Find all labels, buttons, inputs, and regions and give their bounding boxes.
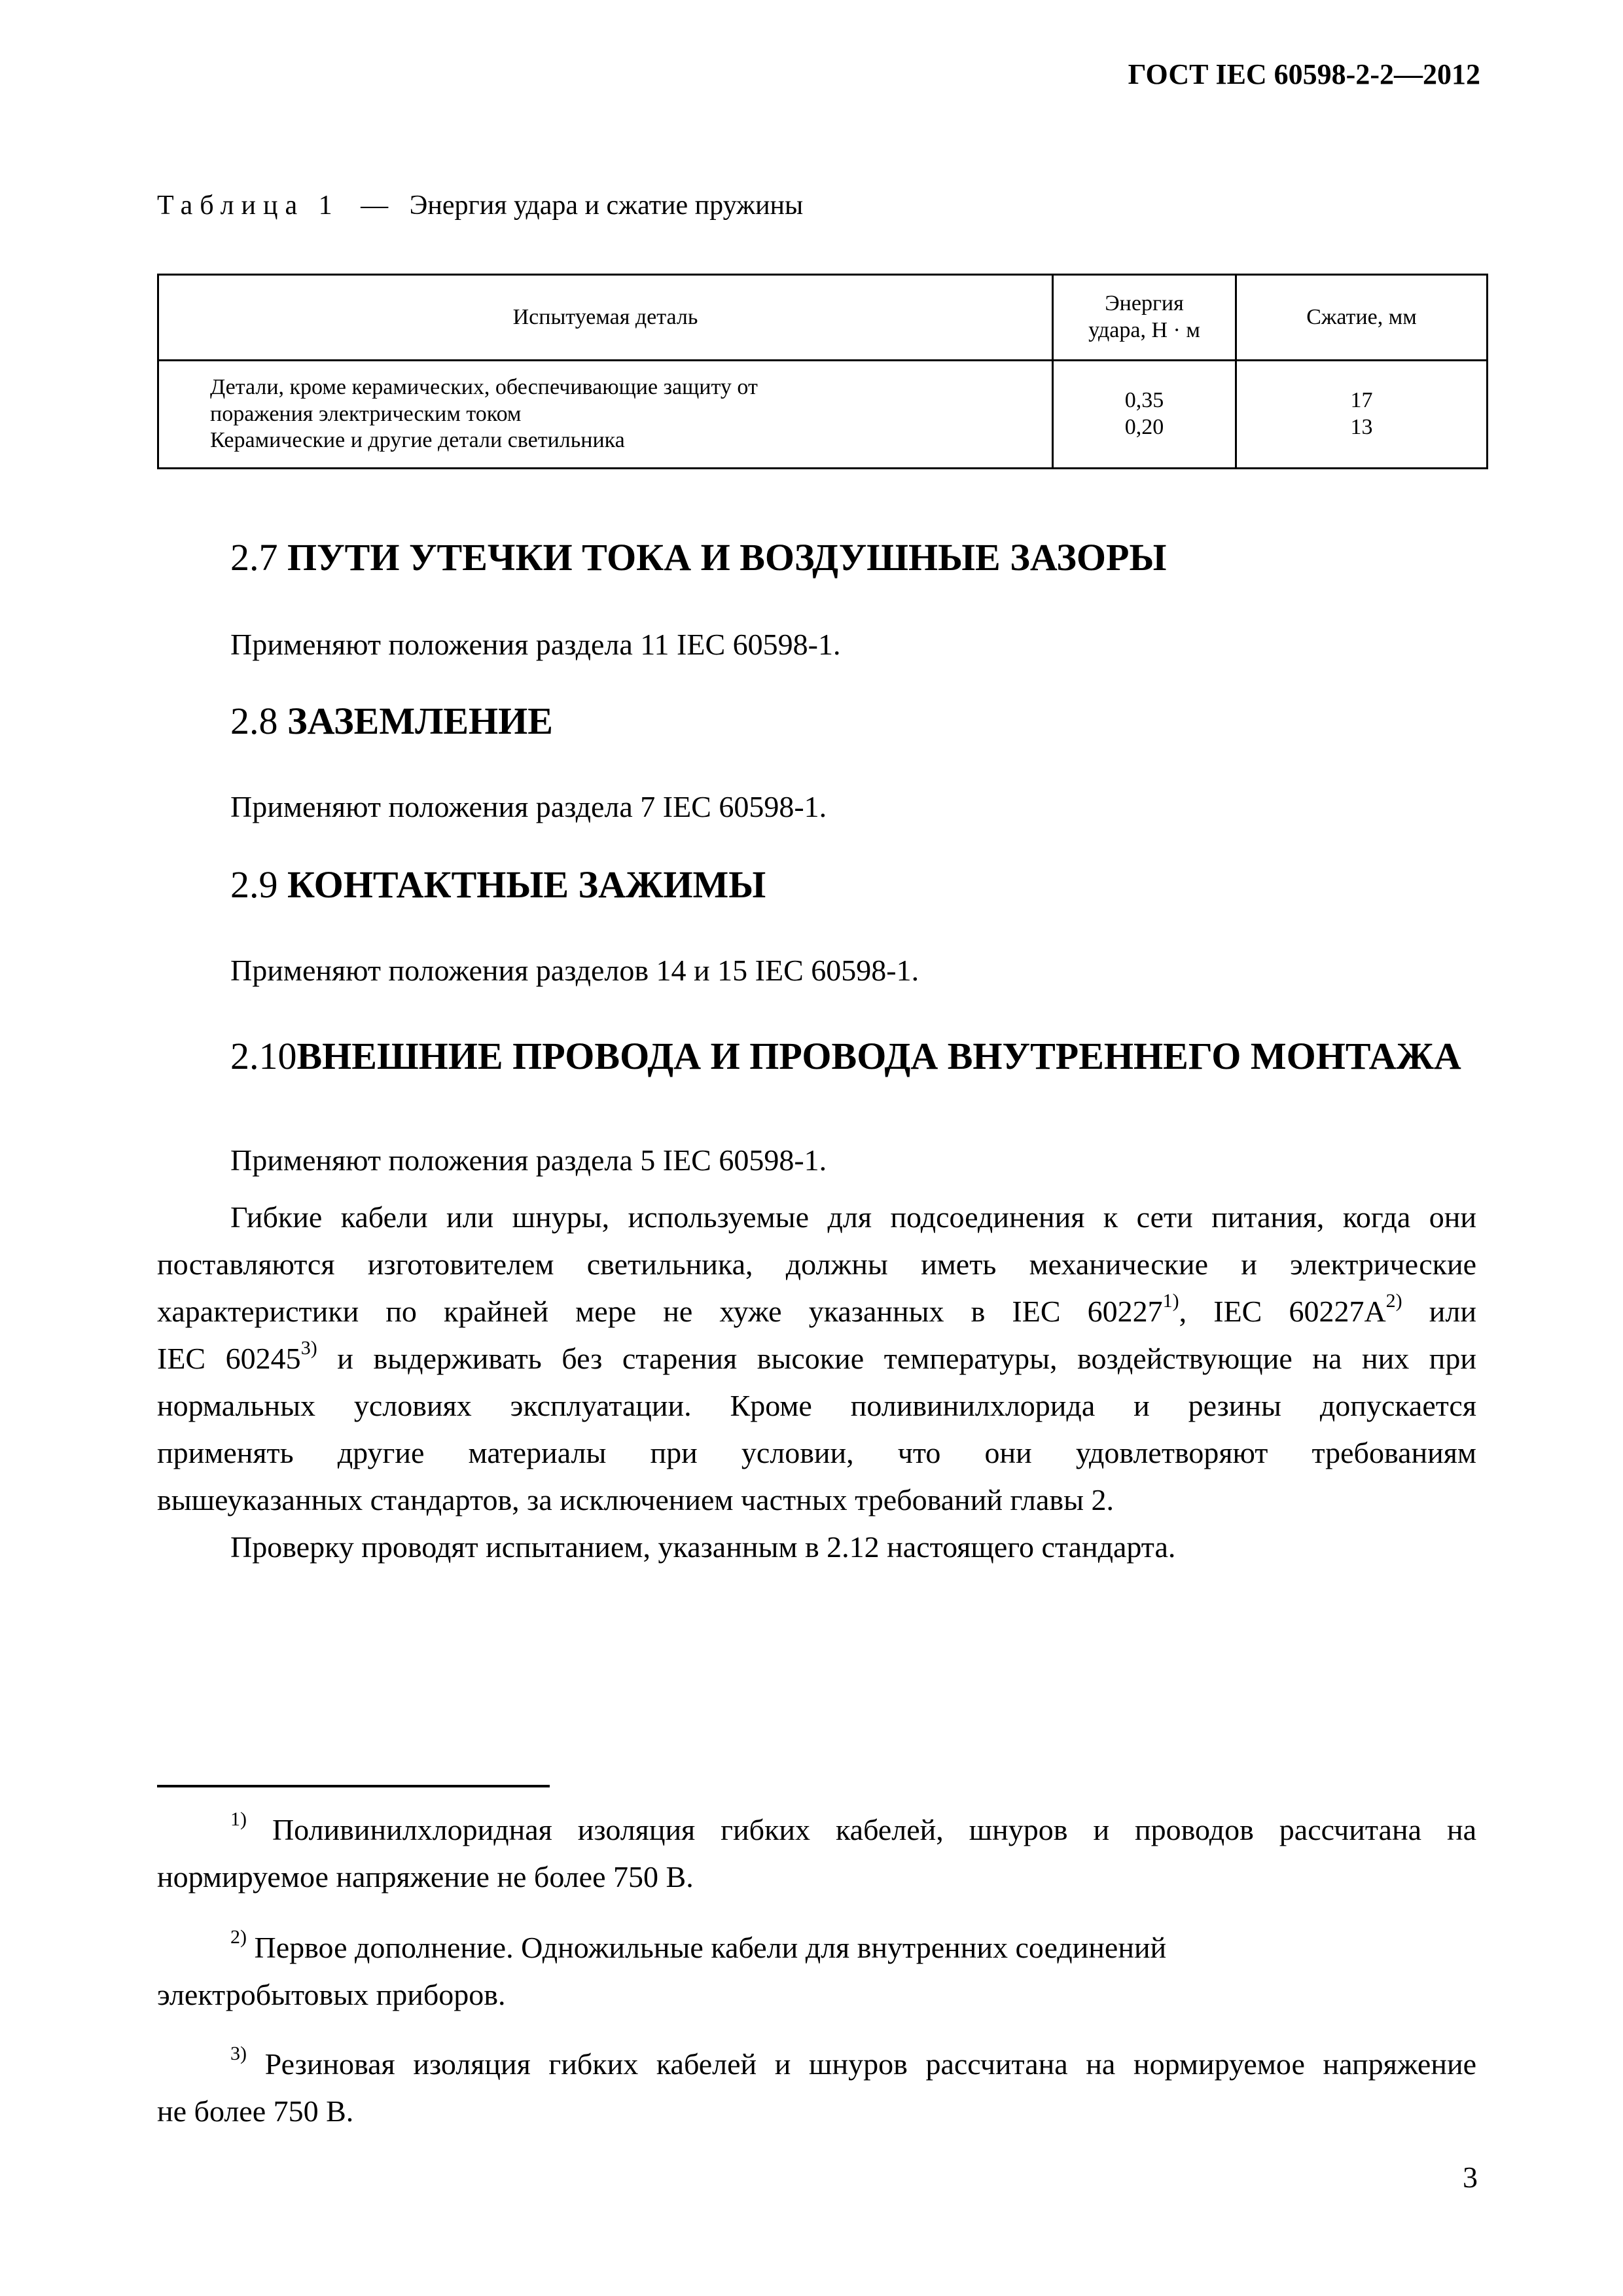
page-number: 3	[1463, 2161, 1478, 2194]
header-tested-part: Испытуемая деталь	[158, 275, 1053, 361]
footnote-mark: 1)	[230, 1808, 247, 1830]
body-paragraphs	[157, 1194, 1476, 1571]
footnote-ref-3: 3)	[300, 1336, 317, 1359]
body-line: вышеуказанных стандартов, за исключением частных требований главы 2.	[157, 1483, 1115, 1516]
table-header-row	[158, 275, 1488, 361]
header-energy-line2: удара, Н · м	[1088, 318, 1200, 342]
section-number: 2.9	[230, 863, 278, 906]
section-text-2-10: Применяют положения раздела 5 IEC 60598-1.	[230, 1143, 827, 1177]
section-text-2-9: Применяют положения разделов 14 и 15 IEC 60598-1.	[230, 954, 919, 987]
footnote-text: Первое дополнение. Одножильные кабели для внутренних соединений	[247, 1931, 1167, 1964]
section-heading-2-7	[230, 535, 1166, 579]
section-number: 2.10	[230, 1035, 297, 1077]
body-line: применять другие материалы при условии, что они удовлетворяют требованиям	[157, 1436, 1476, 1469]
section-number: 2.8	[230, 700, 278, 742]
table-row	[158, 361, 1488, 469]
part-line: Керамические и другие детали светильника	[210, 428, 625, 453]
body-text-fragment: , IEC 60227A	[1179, 1295, 1386, 1328]
compression-value: 17	[1350, 388, 1373, 413]
header-compression: Сжатие, мм	[1236, 275, 1488, 361]
footnote-separator	[157, 1785, 550, 1787]
body-line-standards	[157, 1288, 1476, 1335]
section-text-2-8: Применяют положения раздела 7 IEC 60598-1.	[230, 790, 827, 823]
footnote-line: не более 750 В.	[157, 2094, 354, 2128]
energy-value: 0,35	[1124, 388, 1164, 413]
part-line: Детали, кроме керамических, обеспечивающие защиту от	[210, 374, 758, 399]
body-line-standards-2	[157, 1335, 1476, 1382]
body-line: нормальных условиях эксплуатации. Кроме поливинилхлорида и резины допускается	[157, 1389, 1476, 1422]
footnote-ref-2: 2)	[1385, 1289, 1402, 1312]
header-impact-energy	[1053, 275, 1236, 361]
body-line: поставляются изготовителем светильника, должны иметь механические и электрические	[157, 1247, 1476, 1281]
footnote-mark: 2)	[230, 1926, 247, 1948]
body-text-fragment: или	[1402, 1295, 1476, 1328]
footnote-line	[157, 2041, 1476, 2088]
footnote-1	[157, 1806, 1476, 1901]
footnote-3	[157, 2041, 1476, 2135]
body-line: Гибкие кабели или шнуры, используемые для подсоединения к сети питания, когда они	[230, 1200, 1476, 1234]
body-text-fragment: IEC 60245	[157, 1342, 301, 1375]
section-heading-2-8	[230, 699, 553, 743]
section-heading-2-10	[230, 1034, 1461, 1078]
energy-value: 0,20	[1124, 415, 1164, 439]
body-text-fragment: и выдерживать без старения высокие температуры, воздействующие на них при	[317, 1342, 1476, 1375]
table-caption-dash: —	[361, 190, 389, 221]
body-text-fragment: характеристики по крайней мере не хуже указанных в IEC 60227	[157, 1295, 1163, 1328]
section-heading-2-9	[230, 863, 766, 906]
footnote-ref-1: 1)	[1162, 1289, 1179, 1312]
table-caption-label: Таблица 1	[157, 190, 340, 221]
document-code-header: ГОСТ IEC 60598-2-2—2012	[1128, 58, 1480, 90]
cell-compression	[1236, 361, 1488, 469]
section-title: ВНЕШНИЕ ПРОВОДА И ПРОВОДА ВНУТРЕННЕГО МОНТАЖА	[296, 1035, 1461, 1077]
body-paragraph-check: Проверку проводят испытанием, указанным в 2.12 настоящего стандарта.	[230, 1530, 1176, 1564]
footnote-mark: 3)	[230, 2042, 247, 2064]
cell-tested-part	[158, 361, 1053, 469]
header-energy-line1: Энергия	[1105, 291, 1184, 316]
section-text-2-7: Применяют положения раздела 11 IEC 60598-1.	[230, 628, 841, 661]
footnote-2	[157, 1924, 1476, 2018]
footnote-line: электробытовых приборов.	[157, 1978, 506, 2011]
table-caption	[157, 190, 803, 221]
footnote-line	[157, 1924, 1476, 1971]
section-title: КОНТАКТНЫЕ ЗАЖИМЫ	[287, 863, 766, 906]
footnote-line	[157, 1806, 1476, 1854]
section-number: 2.7	[230, 536, 278, 579]
table-caption-title: Энергия удара и сжатие пружины	[409, 190, 804, 221]
section-title: ПУТИ УТЕЧКИ ТОКА И ВОЗДУШНЫЕ ЗАЗОРЫ	[287, 536, 1167, 579]
cell-energy	[1053, 361, 1236, 469]
section-title: ЗАЗЕМЛЕНИЕ	[287, 700, 553, 742]
compression-value: 13	[1350, 415, 1373, 439]
footnote-text: Поливинилхлоридная изоляция гибких кабелей, шнуров и проводов рассчитана на	[247, 1813, 1476, 1846]
footnote-line: нормируемое напряжение не более 750 В.	[157, 1860, 694, 1893]
part-line: поражения электрическим током	[210, 401, 522, 426]
impact-energy-table	[157, 274, 1488, 469]
footnote-text: Резиновая изоляция гибких кабелей и шнуров рассчитана на нормируемое напряжение	[247, 2047, 1476, 2081]
